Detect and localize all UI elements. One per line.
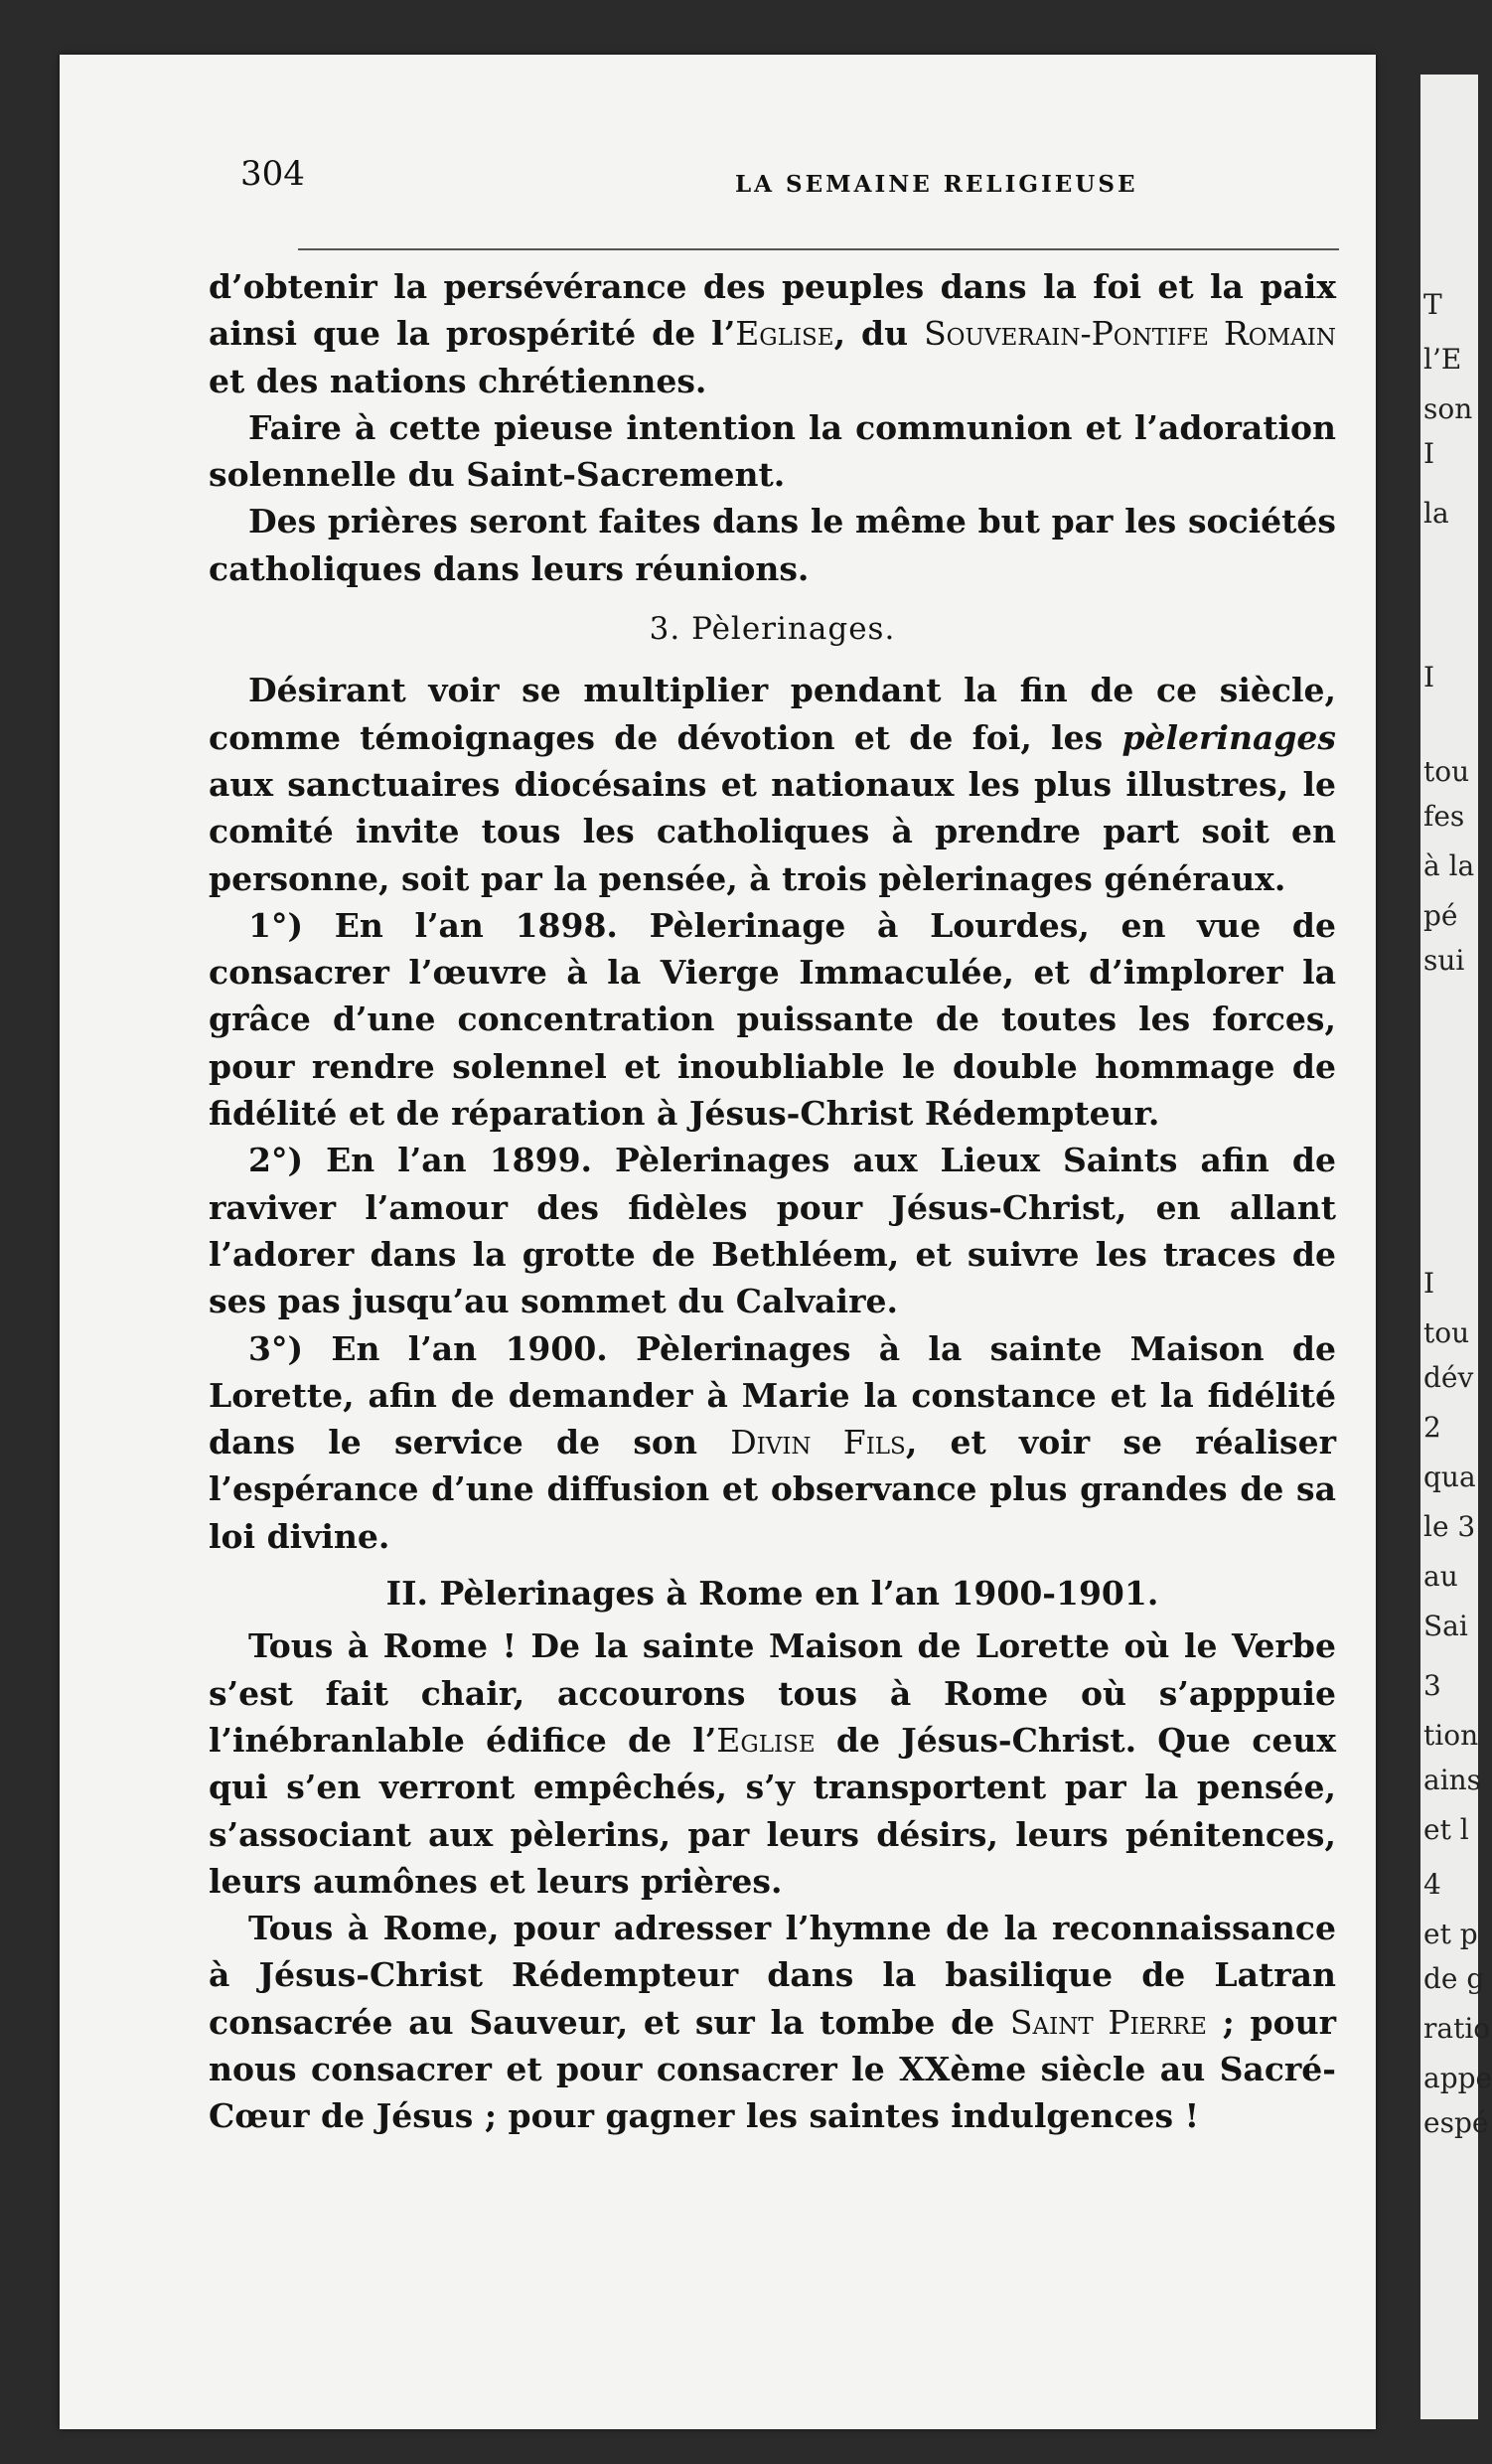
facing-page-fragment: le 3 [1423, 1510, 1476, 1543]
facing-page-edge [1420, 75, 1492, 2419]
facing-page-fragment: I [1423, 437, 1435, 470]
facing-page-fragment: qua [1423, 1461, 1476, 1493]
facing-page-fragment: 2 [1423, 1411, 1441, 1444]
facing-page-fragment: l’E [1423, 343, 1462, 376]
section-heading: 3. Pèlerinages. [649, 611, 896, 648]
facing-page-fragment: I [1423, 661, 1435, 693]
paragraph: Désirant voir se multiplier pendant la fin de ce siècle, comme témoignages de dévotion et de foi, les pèlerinages aux sanctuaires diocésains et nationaux les plus illustres, le comité invite tous les catholiques à prendre part soit en personne, soit par la pensée, à trois pèlerinages généraux. [209, 671, 1336, 898]
facing-page-fragment: Sai [1423, 1610, 1468, 1642]
facing-page-fragment: T [1423, 288, 1442, 321]
facing-page-fragment: pé [1423, 899, 1458, 932]
page-header [184, 149, 1341, 209]
facing-page-fragment: tou [1423, 1316, 1470, 1349]
header-rule [298, 248, 1339, 250]
facing-page-fragment: à la [1423, 849, 1475, 882]
page-number: 304 [240, 154, 305, 194]
facing-page-fragment: dév [1423, 1361, 1474, 1394]
facing-page-fragment: 3 [1423, 1669, 1441, 1702]
facing-page-fragment: la [1423, 497, 1449, 530]
paragraph: 2°) En l’an 1899. Pèlerinages aux Lieux Saints afin de raviver l’amour des fidèles pour Jésus-Christ, en allant l’adorer dans la grotte de Bethléem, et suivre les traces de ses pas jusqu’au sommet du Calvaire. [209, 1141, 1336, 1321]
facing-page-fragment: au [1423, 1560, 1458, 1593]
paragraph: 1°) En l’an 1898. Pèlerinage à Lourdes, en vue de consacrer l’œuvre à la Vierge Immaculée, et d’implorer la grâce d’une concentration puissante de toutes les forces, pour rendre solennel et inoubliable le double hommage de fidélité et de réparation à Jésus-Christ Rédempteur. [209, 905, 1336, 1134]
facing-page-fragment: 4 [1423, 1868, 1441, 1901]
section-heading: II. Pèlerinages à Rome en l’an 1900-1901. [385, 1574, 1159, 1614]
paragraph: Tous à Rome ! De la sainte Maison de Lorette où le Verbe s’est fait chair, accourons tous à Rome où s’apppuie l’inébranlable édifice de l’Eglise de Jésus-Christ. Que ceux qui s’en verront empêchés, s’y transportent par la pensée, s’associant aux pèlerins, par leurs désirs, leurs pénitences, leurs aumônes et leurs prières. [209, 1626, 1336, 1901]
facing-page-fragment: ratio [1423, 2012, 1491, 2045]
facing-page-fragment: espé [1423, 2106, 1489, 2139]
facing-page-fragment: fes [1423, 800, 1465, 833]
facing-page-fragment: ains [1423, 1764, 1482, 1796]
facing-page-fragment: appe [1423, 2062, 1492, 2094]
paragraph: Tous à Rome, pour adresser l’hymne de la reconnaissance à Jésus-Christ Rédempteur dans la basilique de Latran consacrée au Sauveur, et sur la tombe de Saint Pierre ; pour nous consacrer et pour consacrer le XXème siècle au Sacré-Cœur de Jésus ; pour gagner les saintes indulgences ! [209, 1909, 1337, 2136]
paragraph: Faire à cette pieuse intention la communion et l’adoration solennelle du Saint-Sacrement. [209, 407, 1336, 495]
facing-page-fragment: de g [1423, 1962, 1485, 1995]
paragraph: Des prières seront faites dans le même but par les sociétés catholiques dans leurs réunions. [209, 502, 1336, 588]
facing-page-fragment: son [1423, 392, 1473, 425]
page-body [209, 263, 1336, 2140]
facing-page-fragment: tou [1423, 755, 1470, 788]
facing-page-fragment: sui [1423, 944, 1465, 977]
paragraph: d’obtenir la persévérance des peuples dans la foi et la paix ainsi que la prospérité de l’Eglise, du Souverain-Pontife Romain et des nations chrétiennes. [209, 267, 1336, 400]
facing-page-fragment: I [1423, 1267, 1435, 1300]
facing-page-fragment: et p [1423, 1918, 1478, 1950]
running-title: LA SEMAINE RELIGIEUSE [735, 171, 1138, 198]
facing-page-fragment: tion [1423, 1719, 1479, 1752]
paragraph: 3°) En l’an 1900. Pèlerinages à la sainte Maison de Lorette, afin de demander à Marie la constance et la fidélité dans le service de son Divin Fils, et voir se réaliser l’espérance d’une diffusion et observance plus grandes de sa loi divine. [209, 1328, 1336, 1556]
facing-page-fragment: et l [1423, 1813, 1469, 1846]
